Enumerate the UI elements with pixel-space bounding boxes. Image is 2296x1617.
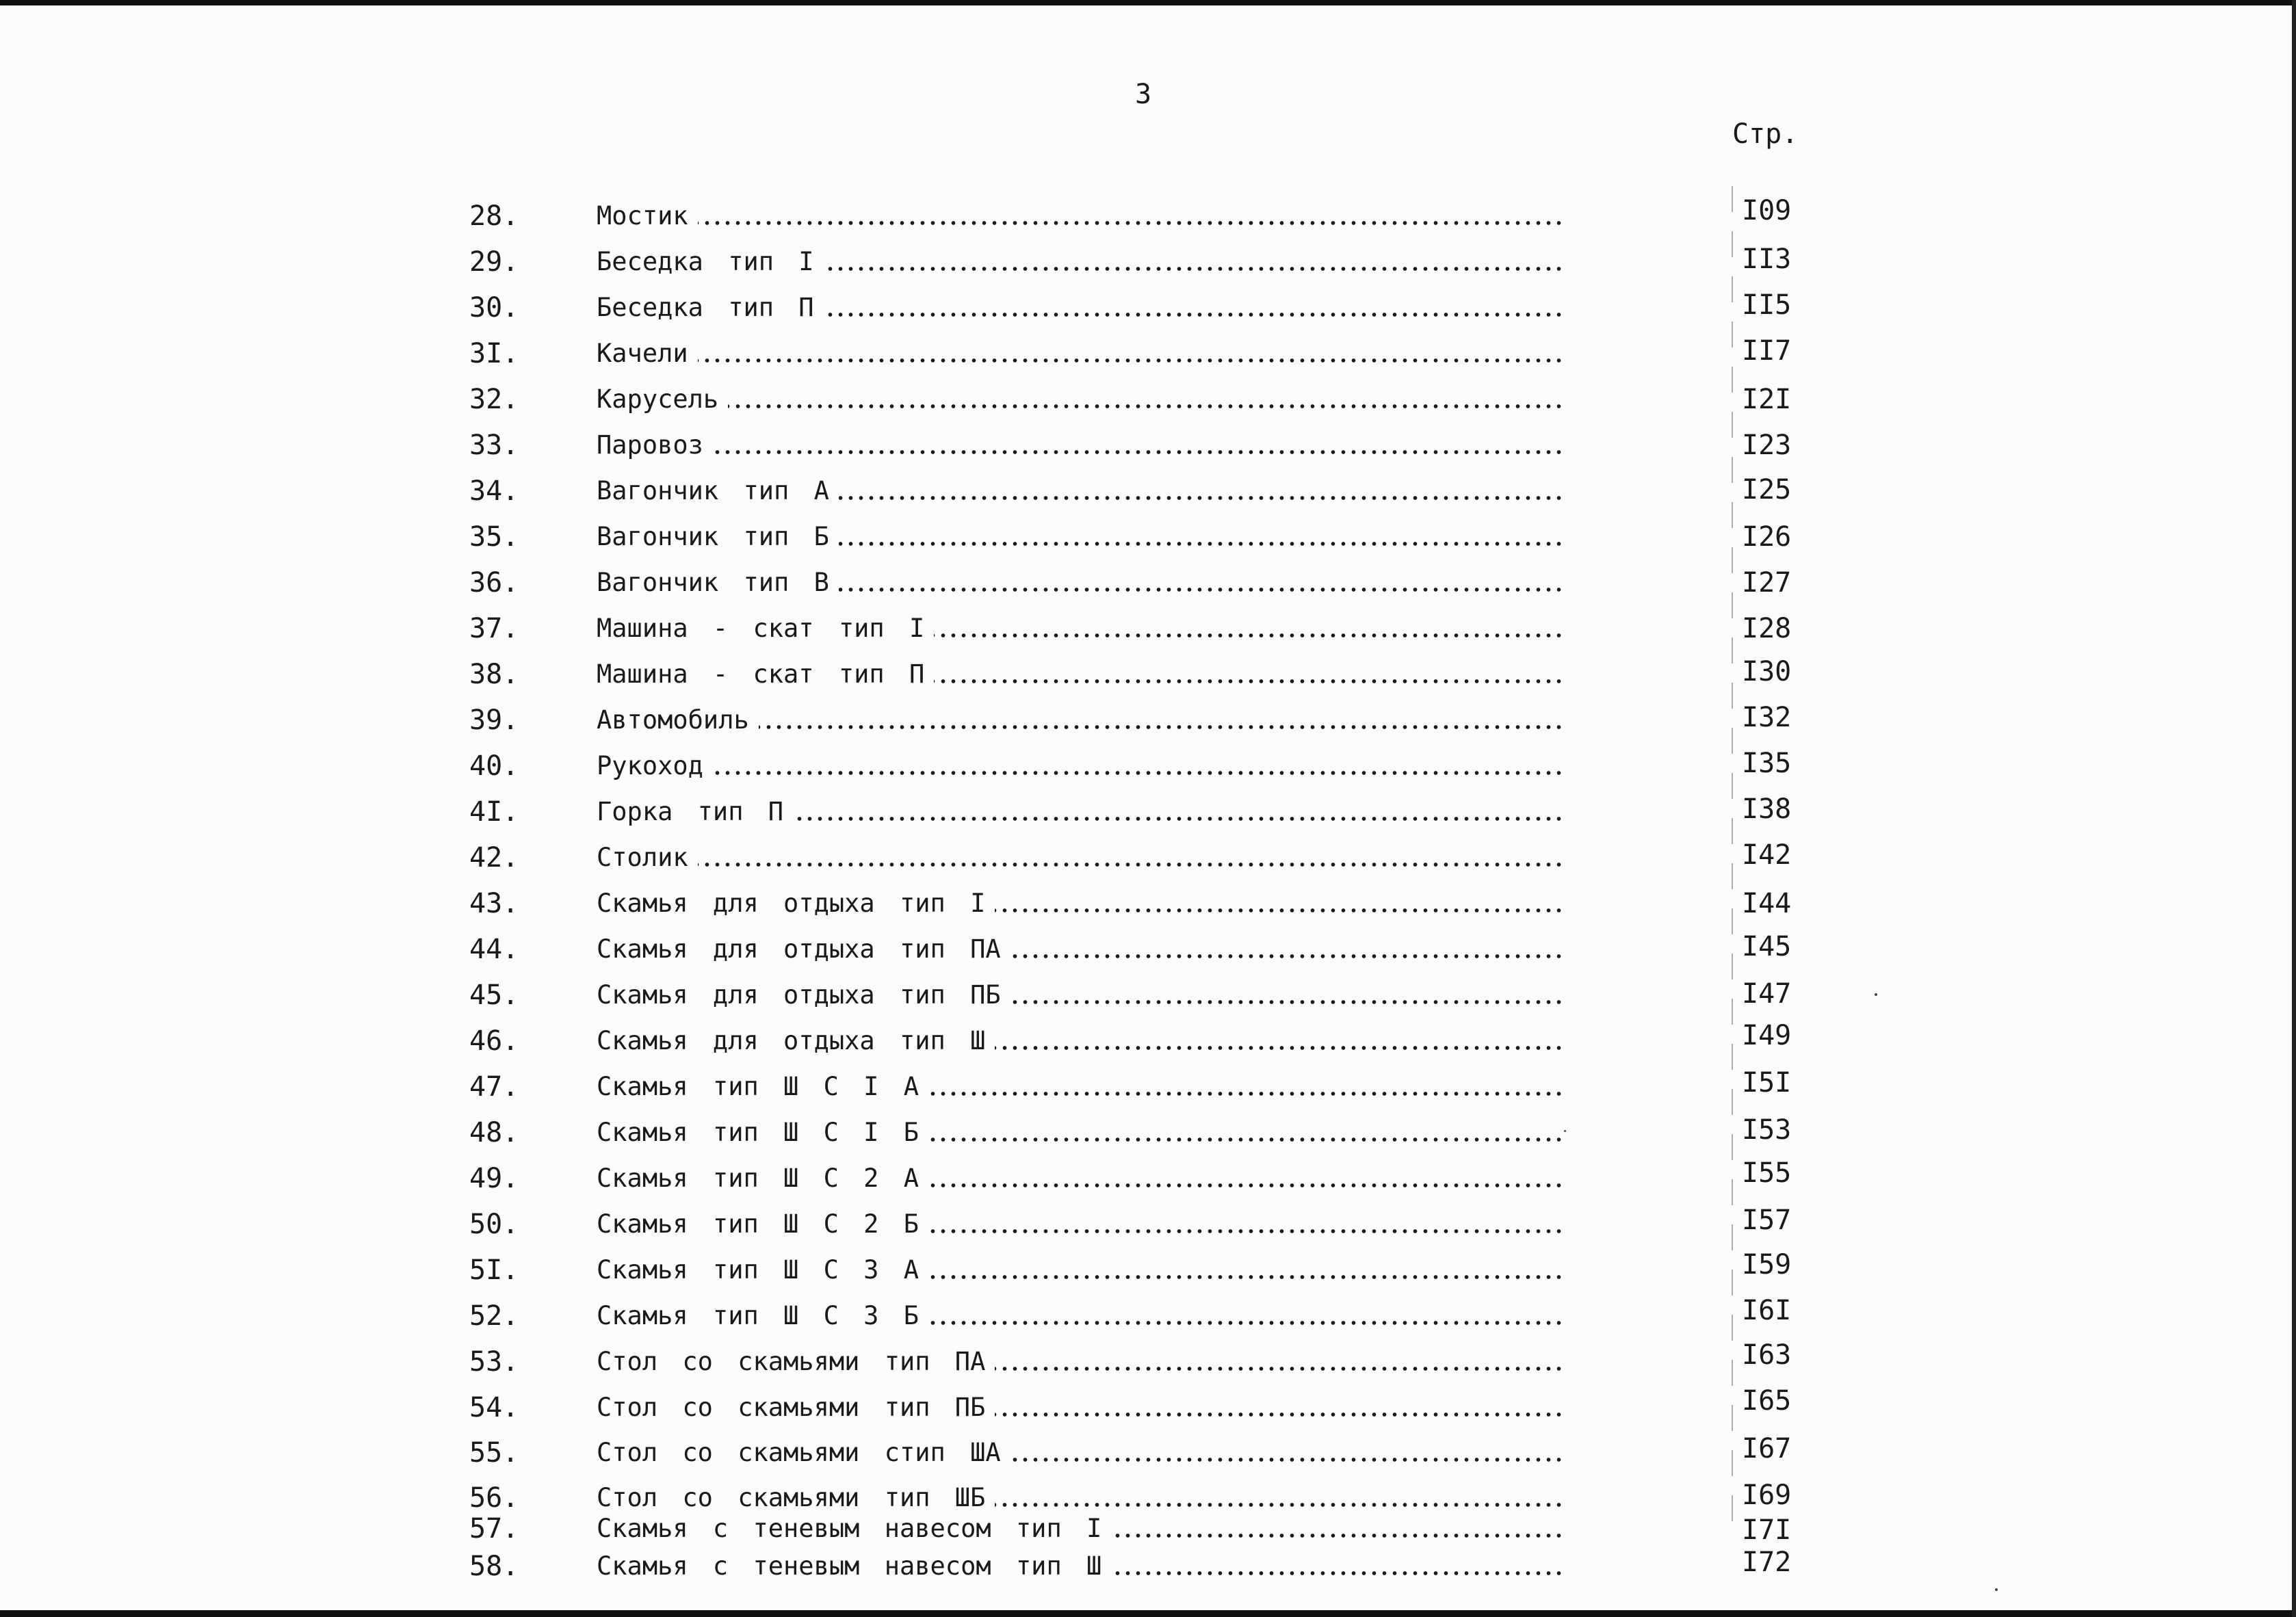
scan-speck xyxy=(1564,1130,1566,1132)
entry-number: 53. xyxy=(469,1346,519,1378)
entry-title: Скамья с теневым навесом тип Ш xyxy=(597,1551,1102,1581)
entry-page: I65 xyxy=(1742,1385,1792,1417)
toc-entry-28 xyxy=(0,197,2296,235)
toc-entry-53 xyxy=(0,1339,2296,1381)
dot-leader xyxy=(928,1320,1564,1326)
entry-number: 37. xyxy=(469,613,519,644)
toc-entry-38 xyxy=(0,655,2296,694)
scan-speck xyxy=(1875,993,1877,996)
entry-number: 55. xyxy=(469,1437,519,1469)
toc-entry-51 xyxy=(0,1251,2296,1289)
dot-leader xyxy=(928,1183,1564,1188)
toc-entry-49 xyxy=(0,1159,2296,1198)
toc-entry-33 xyxy=(0,426,2296,464)
entry-number: 56. xyxy=(469,1482,519,1514)
toc-entry-36 xyxy=(0,564,2296,602)
entry-page: I2I xyxy=(1742,384,1792,415)
entry-title: Столик xyxy=(597,843,688,872)
entry-page: I57 xyxy=(1742,1205,1792,1236)
entry-page: II3 xyxy=(1742,244,1792,275)
entry-page: I28 xyxy=(1742,613,1792,644)
entry-number: 49. xyxy=(469,1163,519,1194)
toc-entry-58 xyxy=(0,1547,2296,1586)
dot-leader xyxy=(759,724,1564,730)
entry-page: I7I xyxy=(1742,1514,1792,1546)
entry-number: 32. xyxy=(469,384,519,415)
toc-entry-29 xyxy=(0,243,2296,281)
entry-title: Скамья тип Ш С 3 А xyxy=(597,1255,919,1285)
dot-leader xyxy=(995,908,1564,913)
dot-leader xyxy=(1111,1533,1564,1538)
entry-title: Карусель xyxy=(597,384,719,414)
toc-entry-32 xyxy=(0,380,2296,419)
entry-title: Качели xyxy=(597,339,688,368)
entry-title: Вагончик тип А xyxy=(597,476,829,505)
entry-number: 5I. xyxy=(469,1254,519,1286)
entry-page: I49 xyxy=(1742,1020,1792,1051)
toc-entry-55 xyxy=(0,1434,2296,1472)
entry-page: I09 xyxy=(1742,195,1792,226)
entry-title: Скамья тип Ш С 3 Б xyxy=(597,1301,919,1330)
entry-title: Машина - скат тип П xyxy=(597,659,925,689)
toc-entry-31 xyxy=(0,334,2296,373)
dot-leader xyxy=(728,404,1564,409)
dot-leader xyxy=(839,587,1564,592)
dot-leader xyxy=(839,495,1564,501)
toc-entry-37 xyxy=(0,609,2296,648)
entry-number: 33. xyxy=(469,430,519,461)
entry-number: 58. xyxy=(469,1551,519,1582)
page-number: 3 xyxy=(1135,79,1152,110)
entry-title: Скамья тип Ш С I Б xyxy=(597,1118,919,1147)
dot-leader xyxy=(824,312,1564,317)
entry-number: 42. xyxy=(469,842,519,873)
entry-page: I69 xyxy=(1742,1480,1792,1511)
entry-number: 57. xyxy=(469,1513,519,1544)
entry-page: I45 xyxy=(1742,931,1792,962)
entry-page: I25 xyxy=(1742,474,1792,505)
entry-title: Скамья для отдыха тип ПА xyxy=(597,934,1001,964)
entry-page: I44 xyxy=(1742,888,1792,919)
entry-page: I27 xyxy=(1742,567,1792,599)
entry-page: I5I xyxy=(1742,1067,1792,1099)
toc-entry-54 xyxy=(0,1385,2296,1427)
entry-number: 46. xyxy=(469,1025,519,1057)
dot-leader xyxy=(928,1137,1564,1142)
dot-leader xyxy=(934,633,1564,638)
toc-entry-57 xyxy=(0,1510,2296,1548)
entry-title: Стол со скамьями тип ПБ xyxy=(597,1393,986,1422)
dot-leader xyxy=(824,266,1564,272)
toc-entry-44 xyxy=(0,930,2296,969)
entry-title: Беседка тип I xyxy=(597,247,814,276)
entry-number: 45. xyxy=(469,980,519,1011)
dot-leader xyxy=(793,816,1564,821)
entry-title: Рукоход xyxy=(597,751,703,780)
dot-leader xyxy=(934,679,1564,684)
entry-page: I26 xyxy=(1742,521,1792,553)
toc-entry-50 xyxy=(0,1205,2296,1244)
entry-number: 48. xyxy=(469,1117,519,1148)
entry-title: Машина - скат тип I xyxy=(597,614,925,643)
dot-leader xyxy=(698,862,1564,867)
entry-title: Стол со скамьями стип ША xyxy=(597,1438,1001,1467)
entry-title: Вагончик тип В xyxy=(597,568,829,597)
entry-number: 44. xyxy=(469,934,519,965)
entry-page: II5 xyxy=(1742,289,1792,321)
entry-title: Скамья тип Ш С I А xyxy=(597,1072,919,1101)
entry-number: 52. xyxy=(469,1300,519,1332)
entry-number: 47. xyxy=(469,1071,519,1103)
entry-page: I47 xyxy=(1742,978,1792,1010)
toc-entry-40 xyxy=(0,747,2296,785)
entry-page: I59 xyxy=(1742,1249,1792,1280)
entry-page: I67 xyxy=(1742,1433,1792,1464)
toc-entry-45 xyxy=(0,976,2296,1014)
entry-title: Мостик xyxy=(597,201,688,231)
entry-title: Скамья тип Ш С 2 Б xyxy=(597,1209,919,1239)
entry-number: 43. xyxy=(469,888,519,919)
toc-entry-43 xyxy=(0,884,2296,923)
entry-number: 28. xyxy=(469,200,519,232)
dot-leader xyxy=(995,1502,1564,1508)
dot-leader xyxy=(1010,954,1564,959)
entry-page: I32 xyxy=(1742,702,1792,733)
entry-number: 36. xyxy=(469,567,519,599)
entry-title: Стол со скамьями тип ПА xyxy=(597,1347,986,1376)
dot-leader xyxy=(713,770,1564,776)
entry-number: 29. xyxy=(469,246,519,278)
dot-leader xyxy=(1111,1570,1564,1576)
toc-entry-46 xyxy=(0,1022,2296,1060)
entry-page: I38 xyxy=(1742,793,1792,825)
toc-entry-48 xyxy=(0,1114,2296,1152)
scan-speck xyxy=(1995,1588,1998,1591)
page-column-header: Стр. xyxy=(1732,118,1799,150)
entry-number: 54. xyxy=(469,1392,519,1423)
toc-entry-34 xyxy=(0,472,2296,510)
toc-entry-47 xyxy=(0,1068,2296,1106)
entry-page: I42 xyxy=(1742,839,1792,871)
dot-leader xyxy=(928,1228,1564,1234)
entry-page: I23 xyxy=(1742,430,1792,461)
dot-leader xyxy=(698,358,1564,363)
dot-leader xyxy=(839,541,1564,547)
toc-entry-35 xyxy=(0,518,2296,556)
entry-page: I55 xyxy=(1742,1157,1792,1189)
entry-title: Вагончик тип Б xyxy=(597,522,829,551)
entry-number: 30. xyxy=(469,292,519,324)
dot-leader xyxy=(928,1274,1564,1280)
entry-page: I63 xyxy=(1742,1339,1792,1371)
dot-leader xyxy=(1010,1457,1564,1462)
entry-title: Скамья для отдыха тип ПБ xyxy=(597,980,1001,1010)
dot-leader xyxy=(995,1366,1564,1371)
toc-entry-52 xyxy=(0,1297,2296,1335)
entry-page: I30 xyxy=(1742,656,1792,687)
entry-number: 50. xyxy=(469,1209,519,1240)
toc-entry-42 xyxy=(0,839,2296,877)
dot-leader xyxy=(995,1412,1564,1417)
toc-entry-30 xyxy=(0,289,2296,327)
dot-leader xyxy=(1010,999,1564,1005)
entry-page: I53 xyxy=(1742,1114,1792,1146)
entry-title: Скамья для отдыха тип Ш xyxy=(597,1026,986,1055)
entry-title: Скамья тип Ш С 2 А xyxy=(597,1164,919,1193)
entry-number: 40. xyxy=(469,750,519,782)
dot-leader xyxy=(995,1045,1564,1051)
toc-entry-39 xyxy=(0,701,2296,739)
entry-number: 3I. xyxy=(469,338,519,369)
dot-leader xyxy=(928,1091,1564,1096)
entry-page: I72 xyxy=(1742,1547,1792,1578)
entry-number: 34. xyxy=(469,475,519,507)
toc-entry-41 xyxy=(0,793,2296,831)
entry-page: I35 xyxy=(1742,748,1792,779)
entry-number: 39. xyxy=(469,705,519,736)
entry-number: 35. xyxy=(469,521,519,553)
entry-number: 4I. xyxy=(469,796,519,828)
entry-title: Скамья с теневым навесом тип I xyxy=(597,1514,1102,1543)
entry-number: 38. xyxy=(469,659,519,690)
entry-title: Беседка тип П xyxy=(597,293,814,322)
dot-leader xyxy=(713,449,1564,455)
entry-page: II7 xyxy=(1742,335,1792,367)
entry-title: Стол со скамьями тип ШБ xyxy=(597,1483,986,1512)
entry-title: Автомобиль xyxy=(597,705,749,735)
entry-page: I6I xyxy=(1742,1295,1792,1326)
entry-title: Скамья для отдыха тип I xyxy=(597,889,986,918)
entry-title: Паровоз xyxy=(597,430,703,460)
dot-leader xyxy=(698,220,1564,226)
entry-title: Горка тип П xyxy=(597,797,784,826)
